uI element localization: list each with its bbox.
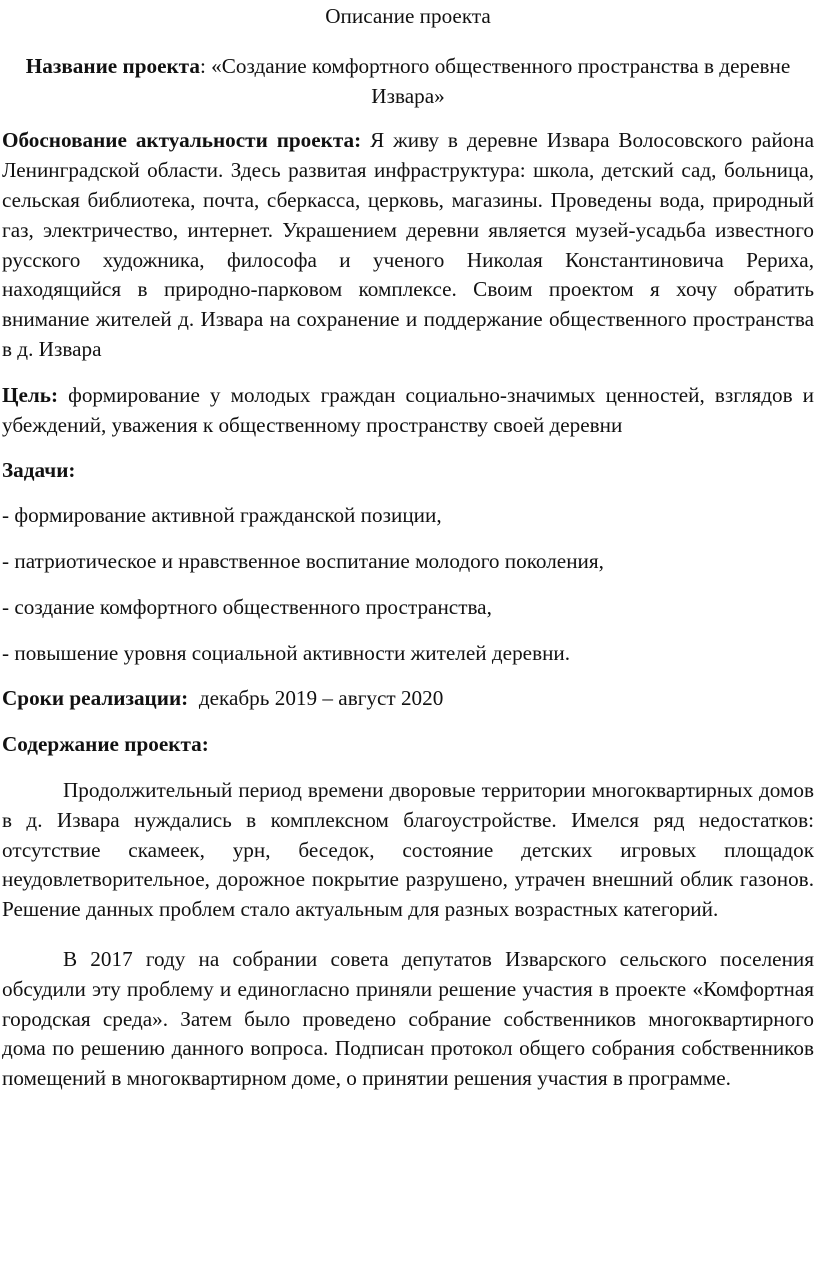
project-name-paragraph	[2, 52, 814, 112]
goal-paragraph	[2, 381, 814, 441]
content-paragraph: Продолжительный период времени дворовые территории многоквартирных домов в д. Извара нуждались в комплексном благоустройстве. Имелся ряд недостатков: отсутствие скамеек, урн, беседок, состояние детских игровых площадок неудовлетворительное, дорожное покрытие разрушено, утрачен внешний облик газонов. Решение данных проблем стало актуальным для разных возрастных категорий.	[2, 777, 814, 922]
relevance-label: Обоснование актуальности проекта:	[2, 128, 362, 153]
task-item: - повышение уровня социальной активности жителей деревни.	[2, 640, 571, 665]
content-label: Содержание проекта:	[2, 732, 209, 757]
timeline-paragraph	[2, 684, 814, 714]
task-item: - формирование активной гражданской позиции,	[2, 503, 442, 528]
task-item: - создание комфортного общественного пространства,	[2, 594, 492, 619]
timeline-label: Сроки реализации:	[2, 686, 189, 711]
timeline-text: декабрь 2019 – август 2020	[188, 686, 444, 711]
relevance-text: Я живу в деревне Извара Волосовского района Ленинградской области. Здесь развитая инфраструктура: школа, детский сад, больница, сельская библиотека, почта, сберкасса, церковь, магазины. Проведены вода, природный газ, электричество, интернет. Украшением деревни является музей-усадьба известного русского художника, философа и ученого Николая Константиновича Рериха, находящийся в природно-парковом комплексе. Своим проектом я хочу обратить внимание жителей д. Извара на сохранение и поддержание общественного пространства в д. Извара	[2, 128, 814, 361]
content-heading	[2, 730, 814, 760]
goal-label: Цель:	[2, 382, 59, 407]
tasks-label: Задачи:	[2, 458, 76, 483]
relevance-paragraph	[2, 126, 814, 364]
document-title	[2, 2, 814, 32]
task-item: - патриотическое и нравственное воспитание молодого поколения,	[2, 548, 604, 573]
goal-text: формирование у молодых граждан социально-значимых ценностей, взглядов и убеждений, уважения к общественному пространству своей деревни	[2, 382, 814, 437]
document-title-text: Описание проекта	[325, 4, 491, 28]
tasks-heading	[2, 456, 814, 486]
project-name-label: Название проекта	[25, 53, 200, 78]
project-name-text: : «Создание комфортного общественного пространства в деревне Извара»	[199, 53, 791, 108]
content-paragraph: В 2017 году на собрании совета депутатов Изварского сельского поселения обсудили эту проблему и единогласно приняли решение участия в проекте «Комфортная городская среда». Затем было проведено собрание собственников многоквартирного дома по решению данного вопроса. Подписан протокол общего собрания собственников помещений в многоквартирном доме, о принятии решения участия в программе.	[2, 946, 814, 1091]
